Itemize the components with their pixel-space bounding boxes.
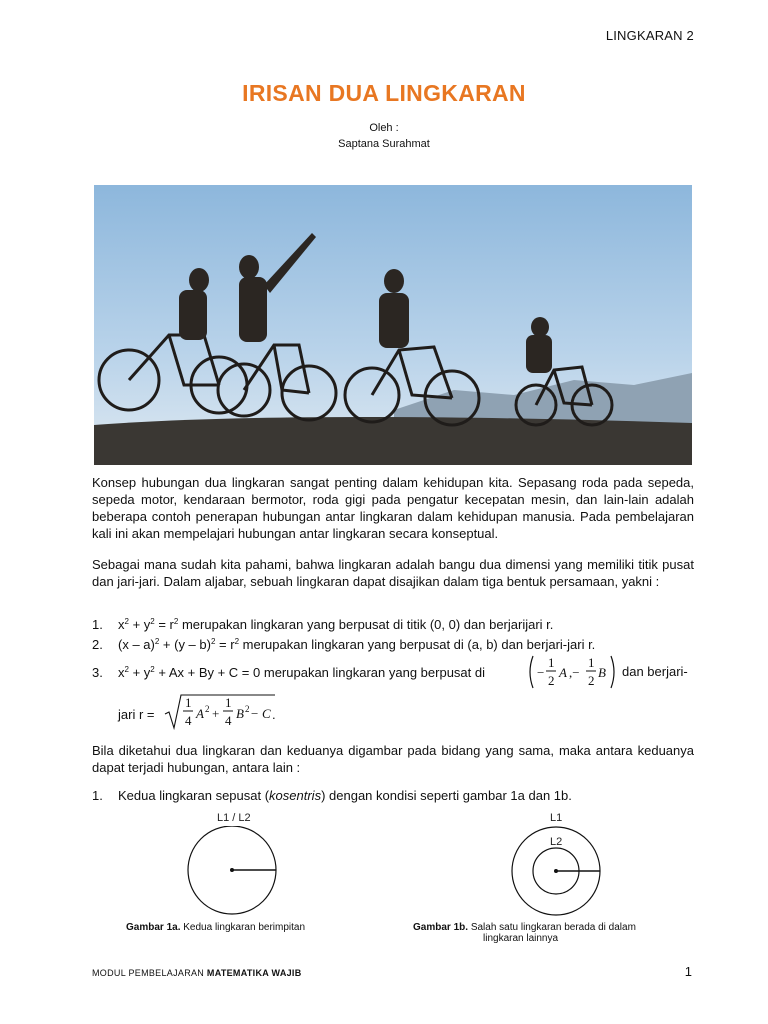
relation-item-1: 1. Kedua lingkaran sepusat (kosentris) dengan kondisi seperti gambar 1a dan 1b. <box>92 788 572 803</box>
figure-1b-label-outer: L1 <box>550 812 563 824</box>
figure-1a-caption: Gambar 1a. Kedua lingkaran berimpitan <box>126 922 306 933</box>
svg-text:1: 1 <box>548 655 555 670</box>
svg-text:+: + <box>212 706 220 721</box>
figure-1b-label-inner: L2 <box>550 836 563 848</box>
paragraph-relations-intro: Bila diketahui dua lingkaran dan keduanya digambar pada bidang yang sama, maka antara keduanya dapat terjadi hubungan, antara lain : <box>92 743 694 775</box>
equation-item-3: 3. $x^2 + y^2 + Ax + By + C = 0$ merupakan lingkaran yang berpusat di <box>92 665 485 680</box>
ground <box>94 417 692 465</box>
svg-text:4: 4 <box>225 713 232 728</box>
svg-text:B: B <box>598 665 606 680</box>
radius-formula-period: . <box>272 707 276 722</box>
svg-text:A: A <box>196 706 204 721</box>
svg-text:−: − <box>251 706 259 721</box>
figure-1a-label: L1 / L2 <box>217 812 251 824</box>
svg-text:1: 1 <box>185 695 192 710</box>
svg-text:1: 1 <box>588 655 595 670</box>
svg-text:2: 2 <box>245 704 250 714</box>
page-number: 1 <box>684 964 692 979</box>
figure-1a-circles <box>186 826 282 916</box>
svg-text:−: − <box>537 665 545 680</box>
running-title: LINGKARAN 2 <box>605 28 694 43</box>
paragraph-equations-intro: Sebagai mana sudah kita pahami, bahwa lingkaran adalah bangu dua dimensi yang memiliki titik pusat dan jari-jari. Dalam aljabar, sebuah lingkaran dapat disajikan dalam tiga bentuk persamaan, yakni : <box>92 557 694 589</box>
cyclists-photo <box>94 185 692 465</box>
figure-1b-caption: Gambar 1b. Salah satu lingkaran berada di dalam lingkaran lainnya <box>413 922 636 944</box>
center-formula <box>526 652 618 692</box>
equation-item-2: 2. $(x - a)^2 + (y - b)^2 = r^2$ merupakan lingkaran yang berpusat di (a, b) dan berjari-jari r. <box>92 637 596 652</box>
figure-1b-circles <box>508 826 604 916</box>
svg-text:1: 1 <box>225 695 232 710</box>
svg-text:2: 2 <box>588 673 595 688</box>
document-title: IRISAN DUA LINGKARAN <box>242 80 526 106</box>
footer-module-label: MODUL PEMBELAJARAN MATEMATIKA WAJIB <box>92 968 302 978</box>
svg-text:A: A <box>559 665 567 680</box>
radius-formula <box>163 692 283 732</box>
equation-3-tail: dan berjari- <box>622 664 688 679</box>
byline-label: Oleh : <box>369 122 399 134</box>
svg-text:4: 4 <box>185 713 192 728</box>
svg-text:C: C <box>262 706 271 721</box>
svg-text:B: B <box>236 706 244 721</box>
paragraph-intro: Konsep hubungan dua lingkaran sangat penting dalam kehidupan kita. Sepasang roda pada sepeda, sepeda motor, kendaraan bermotor, roda gigi pada pengatur kecepatan mesin, dan lain-lain adalah beberapa contoh penerapan hubungan antar lingkaran dalam kehidupan manusia. Pada pembelajaran kali ini akan mempelajari hubungan antar lingkaran secara konseptual. <box>92 475 694 541</box>
equation-3-radius-label: jari r = <box>118 707 155 722</box>
svg-text:2: 2 <box>205 704 210 714</box>
svg-text:,−: ,− <box>569 665 580 680</box>
svg-text:2: 2 <box>548 673 555 688</box>
equation-item-1: 1. $x^2 + y^2 = r^2$ merupakan lingkaran yang berpusat di titik (0, 0) dan berjarijari r. <box>92 617 554 632</box>
byline-author: Saptana Surahmat <box>338 138 430 150</box>
